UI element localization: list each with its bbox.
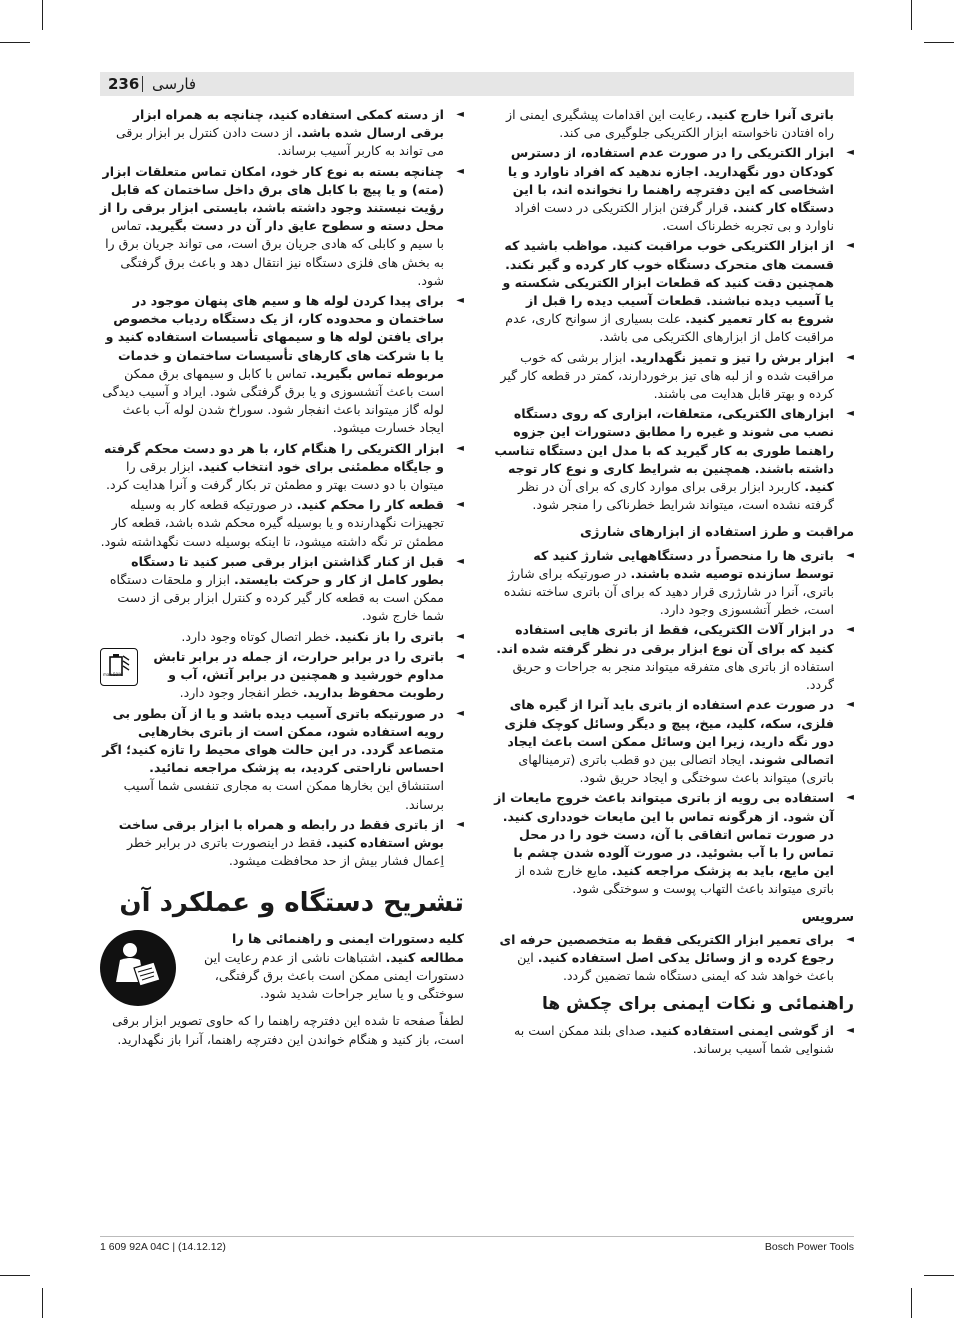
bold-lead: از ابزار الکتریکی خوب مراقبت کنید. مواظب باشید که قسمت های متحرک دستگاه خوب کار کرده و گیر نکند. همچنین دقت کنید که قطعات ابزار الکتریکی شکسته و یا آسیب دیده نباشند. قطعات آسیب دیده را قبل از شروع به کار تعمیر کنید.	[502, 238, 834, 327]
list-item	[100, 705, 464, 814]
explanation-text: اشتباهات ناشی از عدم رعایت این دستورات ایمنی ممکن است باعث برق گرفتگی، سوختگی و یا سایر جراحات شدید شود.	[204, 949, 464, 1001]
bullet-icon: ◄	[456, 707, 464, 719]
explanation-text: کاربرد ابزار برقی برای موارد کاری که برای آن در نظر گرفته نشده است، میتواند شرایط خطرناکی را منجر شود.	[518, 479, 834, 513]
crop-mark	[42, 1288, 43, 1318]
explanation-text: این باعث خواهد شد که ایمنی دستگاه شما تضمین گردد.	[517, 949, 834, 984]
list-item	[100, 292, 464, 438]
list-item	[492, 547, 854, 620]
page-header	[100, 72, 854, 96]
explanation-text: در صورتیکه قطعه کار به وسیله تجهیزات نگهدارنده و یا بوسیله گیره محکم شده باشد، قطعه کار مطمئن تر نگه داشته میشود، تا اینکه بوسیله دست نگهداشته شود.	[100, 497, 444, 549]
crop-mark	[42, 0, 43, 30]
crop-mark	[911, 1288, 912, 1318]
list-item	[492, 237, 854, 346]
bold-lead: باتری آنرا خارج کنید.	[706, 107, 834, 122]
list-item	[100, 628, 464, 646]
intro-paragraph	[492, 106, 854, 142]
temperature-warning-icon	[100, 648, 138, 686]
bold-lead: برای تعمیر ابزار الکتریکی فقط به متخصصین حرفه ای رجوع کرده و از وسائل یدکی اصل استفاده کنید.	[499, 931, 834, 965]
crop-mark	[0, 42, 30, 43]
document-number: 1 609 92A 04C | (14.12.12)	[100, 1241, 226, 1253]
bullet-icon: ◄	[846, 933, 854, 945]
bold-lead: از دسته کمکی استفاده کنید، چنانچه به همراه ابزار برقی ارسال شده باشد.	[132, 107, 444, 141]
language-label: فارسی	[152, 75, 197, 93]
explanation-text: خطر اتصال کوتاه وجود دارد.	[181, 628, 335, 644]
left-column	[100, 106, 464, 1051]
list-item	[100, 440, 464, 495]
read-manual-icon	[100, 930, 176, 1006]
bold-lead: کلیه دستورات ایمنی و راهنمائی ها را مطالعه کنید.	[232, 931, 464, 965]
explanation-text: قرار گرفتن ابزار الکتریکی در دست افراد ناوارد و بی تجربه خطرناک است.	[514, 200, 834, 234]
list-item	[492, 621, 854, 694]
explanation-text: صدای بلند ممکن است به شنوایی شما آسیب برساند.	[513, 1022, 834, 1056]
crop-mark	[924, 42, 954, 43]
explanation-text: ایجاد اتصالی بین دو قطب باتری (ترمینالهای باتری) میتواند باعث سوختگی و ایجاد حریق شود.	[518, 751, 834, 786]
list-item	[492, 405, 854, 514]
explanation-text: ابزار برقی را میتوان با دو دست بهتر و مطمئن تر بکار گرفت و آنرا هدایت کرد.	[106, 458, 444, 493]
explanation-text: استفاده از باتری های متفرقه میتواند منجر به جراحات و حریق گردد.	[512, 658, 834, 693]
subheading-hammer-safety: راهنمائی و نکات ایمنی برای چکش ها	[542, 994, 854, 1015]
bullet-icon: ◄	[456, 165, 464, 177]
bullet-icon: ◄	[846, 699, 854, 711]
explanation-text: تماس با کابل و سیمهای برق ممکن است باعث آتشسوزی و یا برق گرفتگی شود. ایراد و آسیب دیدگی لوله گاز میتواند باعث انفجار شود. سوراخ شدن لوله آب باعث ایجاد خسارت میشود.	[102, 365, 444, 436]
bold-lead: ابزار الکتریکی را هنگام کار، با هر دو دست محکم گرفته و جایگاه مطمئنی برای خود انتخاب کنید.	[104, 440, 444, 474]
explanation-text: ابزار و ملحقات دستگاه ممکن است به قطعه کار گیر کرده و کنترل ابزار برقی از دست شما خارج شود.	[109, 572, 444, 624]
bullet-icon: ◄	[456, 630, 464, 642]
bold-lead: از باتری فقط در رابطه و همراه با ابزار برقی ساخت بوش استفاده کنید.	[118, 816, 444, 850]
bullet-icon: ◄	[846, 351, 854, 363]
bullet-icon: ◄	[456, 442, 464, 454]
bold-lead: قطعه کار را محکم کنید.	[296, 497, 444, 513]
explanation-text: از دست دادن کنترل بر ابزار برقی می تواند به کاربر آسیب برساند.	[115, 125, 444, 159]
list-item	[492, 931, 854, 986]
bullet-icon: ◄	[456, 499, 464, 511]
list-item	[492, 349, 854, 404]
list-item	[100, 106, 464, 161]
crop-mark	[924, 1275, 954, 1276]
list-item	[492, 789, 854, 898]
explanation-text: تماس با سیم و کابلی که هادی جریان برق است، می تواند جریان برق را به بخش های فلزی دستگاه نیز انتقال دهد و باعث برق گرفتگی شود.	[105, 218, 444, 288]
bullet-icon: ◄	[846, 408, 854, 420]
page-number: 236	[108, 75, 140, 93]
bold-lead: در صورت عدم استفاده از باتری باید آنرا از گیره های فلزی، سکه، کلید، میخ، پیچ و دیگر وسائل کوچک فلزی دور نگه دارید، زیرا این وسائل ممکن است باعث ایجاد اتصالی شوند.	[504, 697, 834, 767]
bold-lead: ابزار الکتریکی را در صورت عدم استفاده، از دسترس کودکان دور نگهدارید. اجازه ندهید که افراد ناوارد و یا اشخاصی که این دفترچه راهنما را نخوانده اند، با این دستگاه کار کنند.	[507, 145, 834, 216]
brand-footer: Bosch Power Tools	[764, 1241, 854, 1253]
bold-lead: ابزار برش را تیز و تمیز نگهدارید.	[630, 349, 834, 365]
explanation-text: رعایت این اقدامات پیشگیری ایمنی از راه افتادن ناخواسته ابزار الکتریکی جلوگیری می کند.	[506, 107, 834, 141]
explanation-text: علت بسیاری از سوانح کاری، عدم مراقبت کامل از ابزارهای الکتریکی می باشد.	[505, 311, 834, 345]
bullet-icon: ◄	[456, 650, 464, 662]
explanation-text: مایع خارج شده از باتری میتواند باعث التهاب پوست و سوختگی شود.	[515, 863, 834, 897]
list-item	[100, 816, 464, 871]
crop-mark	[0, 1275, 30, 1276]
list-item	[100, 163, 464, 290]
bullet-icon: ◄	[846, 147, 854, 159]
crop-mark	[911, 0, 912, 30]
explanation-text: در صورتیکه برای شارژ باتری، آنرا در شارژری قرار دهید که برای آن باتری ساخته نشده است، خطر آتشسوزی وجود دارد.	[503, 565, 834, 618]
bold-lead: استفاده بی رویه از باتری میتواند باعث خروج مایعات از آن شود. از هرگونه تماس با این مایعات خودداری کنید. در صورت تماس اتفاقی با آن، دست خود را در محل تماس را با آب بشوئید. در صورت آلوده شدن چشم با این مایع، باید به پزشک مراجعه کنید.	[494, 790, 834, 879]
bold-lead: باتری را باز نکنید.	[334, 628, 444, 644]
closing-paragraph: لطفاً صفحه تا شده این دفترچه راهنما را که حاوی تصویر ابزار برقی است، باز کنید و هنگام خواندن این دفترچه راهنما، آنرا باز نگهدارید.	[112, 1013, 464, 1047]
bullet-icon: ◄	[456, 109, 464, 120]
bold-lead: در صورتیکه باتری آسیب دیده باشد و یا از آن بطور بی رویه استفاده شود، ممکن است از باتری بخارهایی متصاعد گردد. در این حالت هوای محیط را تازه کنید؛ اگر احساس ناراحتی کردید، به پزشک مراجعه نمائید.	[102, 705, 444, 776]
subheading-charging-tools: مراقبت و طرز استفاده از ابزارهای شارژی	[579, 525, 854, 541]
bullet-icon: ◄	[456, 555, 464, 567]
explanation-text: خطر انفجار وجود دارد.	[179, 685, 303, 701]
list-item	[100, 553, 464, 626]
bold-lead: در ابزار آلات الکتریکی، فقط از باتری هایی استفاده کنید که برای آن نوع ابزار برقی در نظر گرفته شده اند.	[496, 622, 834, 656]
explanation-text: استنشاق این بخارها ممکن است به مجاری تنفسی شما آسیب برساند.	[123, 778, 444, 812]
bullet-icon: ◄	[846, 792, 854, 804]
bullet-icon: ◄	[846, 1024, 854, 1036]
bullet-icon: ◄	[846, 549, 854, 561]
explanation-text: ابزار برشی که خوب مراقبت شده و از لبه های تیز برخوردارند، کمتر در قطعه کار گیر کرده و بهتر قابل هدایت می باشند.	[500, 349, 834, 402]
list-item	[100, 496, 464, 551]
list-item	[492, 696, 854, 787]
footer-rule	[100, 1236, 854, 1237]
bold-lead: باتری را در برابر حرارت، از جمله در برابر تابش مداوم خورشید و همچنین در برابر آتش، آب و رطوبت محفوظ بدارید.	[153, 648, 444, 701]
list-item	[492, 1022, 854, 1058]
bold-lead: ابزارهای الکتریکی، متعلقات، ابزاری که روی دستگاه نصب می شوند و غیره را مطابق دستورات این جزوه راهنما طوری به کار گیرید که با مدل این دستگاه تناسب داشته باشند. همچنین به شرایط کاری و نوع کار توجه کنید.	[494, 406, 834, 495]
list-item	[100, 648, 464, 703]
section-heading: تشریح دستگاه و عملکرد آن	[119, 888, 464, 919]
bold-lead: باتری ها را منحصراً در دستگاههایی شارژ کنید که توسط سازنده توصیه شده باشند.	[533, 547, 834, 581]
icon-caption: max 50°C	[103, 671, 123, 677]
subheading-service: سرویس	[801, 909, 854, 925]
bold-lead: از گوشی ایمنی استفاده کنید.	[649, 1022, 834, 1038]
bold-lead: برای پیدا کردن لوله ها و سیم های پنهان موجود در ساختمان و محدوده کار، از یک دستگاه ردیاب مخصوص برای یافتن لوله ها و سیمهای تأسیسات استفاده کنید و یا با شرکت های کارهای تأسیسات ساختمان و خدمات مربوطه تماس بگیرید.	[105, 293, 444, 381]
explanation-text: فقط در اینصورت باتری در برابر خطر اِعمال فشار بیش از حد محافظت میشود.	[126, 834, 444, 869]
header-separator	[142, 76, 143, 92]
list-item	[492, 144, 854, 235]
bullet-icon: ◄	[846, 240, 854, 252]
bullet-icon: ◄	[846, 624, 854, 636]
bold-lead: قبل از کنار گذاشتن ابزار برقی صبر کنید تا دستگاه بطور کامل از کار و حرکت بایستد.	[131, 553, 444, 588]
bullet-icon: ◄	[456, 295, 464, 307]
bullet-icon: ◄	[456, 818, 464, 830]
bold-lead: چنانچه بسته به نوع کار خود، امکان تماس متعلقات ابزار (مته) و یا پیچ با کابل های برق داخل ساختمان که قابل رؤیت نیستند وجود داشته باشد، بایستی ابزار برقی را از محل دسته و سطوح عایق دار آن در دست بگیرید.	[100, 163, 444, 234]
right-column	[492, 106, 854, 1060]
